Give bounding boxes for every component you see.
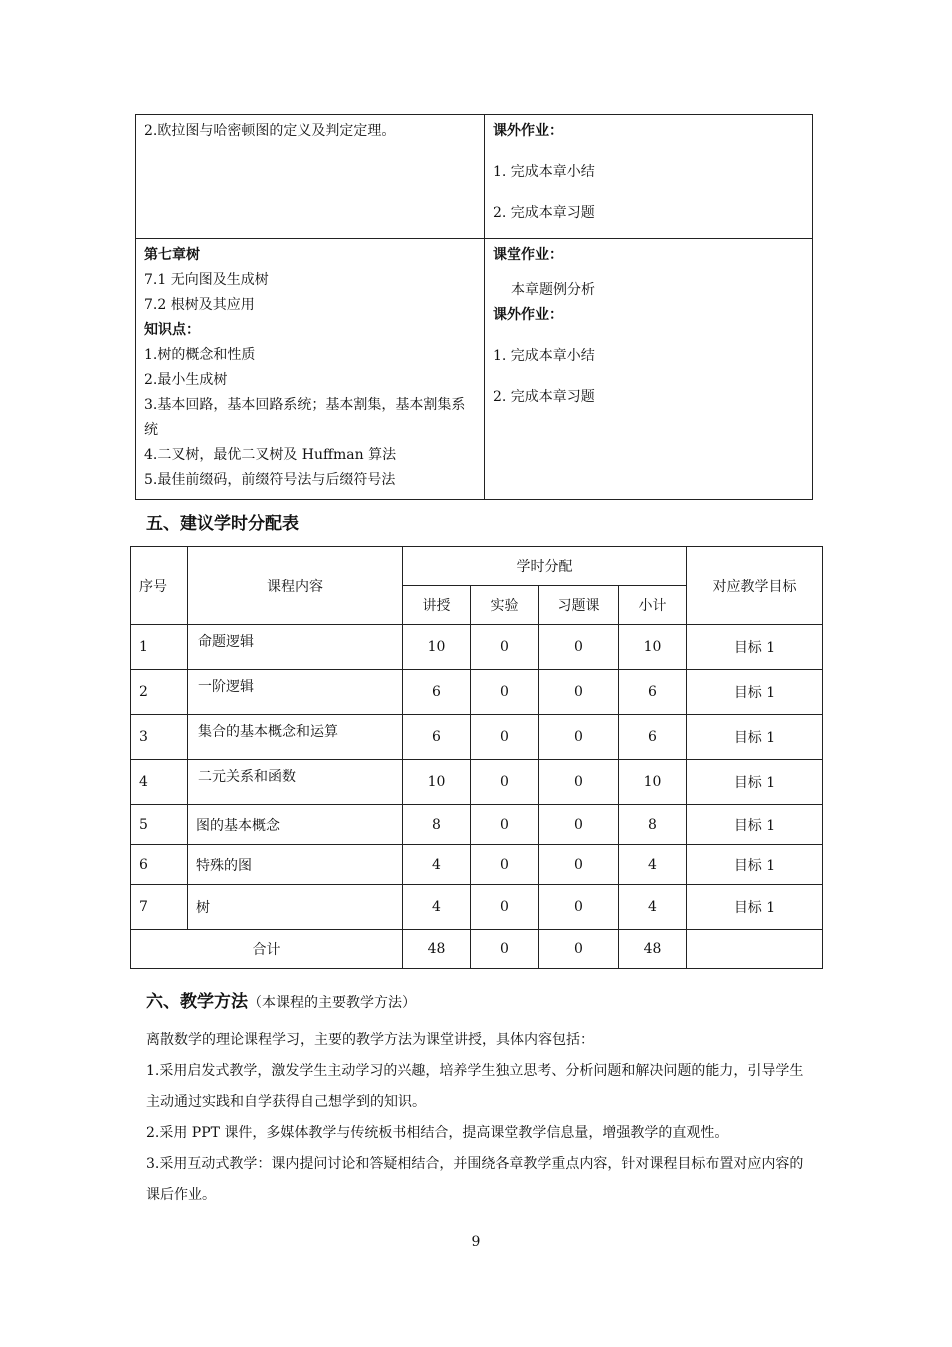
homework-title: 课外作业： [493, 307, 563, 323]
header-exercise: 习题课 [539, 586, 619, 625]
row-exercise: 0 [539, 805, 619, 845]
row-target: 目标 1 [687, 670, 823, 715]
knowledge-point: 2.最小生成树 [144, 372, 228, 388]
row-exercise: 0 [539, 715, 619, 760]
total-lab: 0 [471, 930, 539, 969]
content-cell [136, 239, 485, 500]
row-lab: 0 [471, 805, 539, 845]
total-label: 合计 [131, 930, 403, 969]
row-target: 目标 1 [687, 625, 823, 670]
section-item: 7.2 根树及其应用 [144, 297, 255, 313]
table-row [131, 760, 823, 805]
row-content: 树 [188, 885, 403, 930]
row-lab: 0 [471, 715, 539, 760]
header-lab: 实验 [471, 586, 539, 625]
table-row [136, 239, 813, 500]
row-exercise: 0 [539, 885, 619, 930]
header-content: 课程内容 [188, 547, 403, 625]
total-lecture: 48 [403, 930, 471, 969]
homework-item: 1. 完成本章小结 [493, 348, 595, 364]
row-subtotal: 6 [619, 670, 687, 715]
row-content: 图的基本概念 [188, 805, 403, 845]
row-subtotal: 8 [619, 805, 687, 845]
table-row [131, 670, 823, 715]
header-row [131, 547, 823, 586]
row-no: 7 [131, 885, 188, 930]
header-no: 序号 [131, 547, 188, 625]
row-target: 目标 1 [687, 805, 823, 845]
knowledge-point: 4.二叉树，最优二叉树及 Huffman 算法 [144, 447, 397, 463]
homework-cell [485, 115, 813, 239]
homework-cell [485, 239, 813, 500]
row-no: 5 [131, 805, 188, 845]
homework-item: 2. 完成本章习题 [493, 389, 595, 405]
paragraph: 3.采用互动式教学：课内提问讨论和答疑相结合，并围绕各章教学重点内容，针对课程目标布置对应内容的课后作业。 [146, 1156, 804, 1203]
paragraph: 2.采用 PPT 课件，多媒体教学与传统板书相结合，提高课堂教学信息量，增强教学的直观性。 [146, 1125, 729, 1141]
paragraph: 离散数学的理论课程学习，主要的教学方法为课堂讲授，具体内容包括： [146, 1032, 594, 1048]
content-cell [136, 115, 485, 239]
table-row [131, 845, 823, 885]
row-no: 6 [131, 845, 188, 885]
classwork-title: 课堂作业： [493, 247, 563, 263]
row-lab: 0 [471, 885, 539, 930]
homework-item: 1. 完成本章小结 [493, 164, 595, 180]
header-hours: 学时分配 [403, 547, 687, 586]
row-exercise: 0 [539, 845, 619, 885]
row-lecture: 4 [403, 845, 471, 885]
row-content: 命题逻辑 [188, 625, 403, 670]
section-5-heading: 五、建议学时分配表 [146, 514, 299, 534]
header-target: 对应教学目标 [687, 547, 823, 625]
row-content: 集合的基本概念和运算 [188, 715, 403, 760]
row-exercise: 0 [539, 670, 619, 715]
knowledge-point: 3.基本回路，基本回路系统；基本割集，基本割集系统 [144, 397, 466, 438]
row-exercise: 0 [539, 625, 619, 670]
row-lecture: 10 [403, 760, 471, 805]
row-no: 1 [131, 625, 188, 670]
header-subtotal: 小计 [619, 586, 687, 625]
row-target: 目标 1 [687, 885, 823, 930]
section-6-title: 六、教学方法 [146, 992, 248, 1012]
table-row [131, 715, 823, 760]
table-row [131, 625, 823, 670]
row-target: 目标 1 [687, 845, 823, 885]
section-6-heading [146, 987, 416, 1012]
page-number: 9 [471, 1234, 481, 1250]
row-subtotal: 10 [619, 760, 687, 805]
table-row [131, 805, 823, 845]
row-no: 2 [131, 670, 188, 715]
total-exercise: 0 [539, 930, 619, 969]
content-text: 2.欧拉图与哈密顿图的定义及判定定理。 [144, 123, 396, 139]
row-subtotal: 4 [619, 845, 687, 885]
course-content-table [135, 114, 813, 500]
row-lecture: 6 [403, 715, 471, 760]
row-content: 特殊的图 [188, 845, 403, 885]
knowledge-point: 1.树的概念和性质 [144, 347, 256, 363]
total-row [131, 930, 823, 969]
row-no: 4 [131, 760, 188, 805]
row-exercise: 0 [539, 760, 619, 805]
knowledge-point: 5.最佳前缀码，前缀符号法与后缀符号法 [144, 472, 396, 488]
row-lecture: 10 [403, 625, 471, 670]
header-lecture: 讲授 [403, 586, 471, 625]
hours-allocation-table [130, 546, 823, 969]
row-lab: 0 [471, 760, 539, 805]
row-subtotal: 4 [619, 885, 687, 930]
row-subtotal: 6 [619, 715, 687, 760]
table-row [136, 115, 813, 239]
row-content: 一阶逻辑 [188, 670, 403, 715]
row-lecture: 4 [403, 885, 471, 930]
total-target [687, 930, 823, 969]
chapter-title: 第七章树 [144, 247, 200, 263]
row-subtotal: 10 [619, 625, 687, 670]
row-lab: 0 [471, 845, 539, 885]
homework-item: 2. 完成本章习题 [493, 205, 595, 221]
paragraph: 1.采用启发式教学，激发学生主动学习的兴趣，培养学生独立思考、分析问题和解决问题的能力，引导学生主动通过实践和自学获得自己想学到的知识。 [146, 1063, 804, 1110]
section-6-subtitle: （本课程的主要教学方法） [248, 995, 416, 1011]
row-lecture: 8 [403, 805, 471, 845]
row-content: 二元关系和函数 [188, 760, 403, 805]
classwork-item: 本章题例分析 [511, 282, 595, 298]
knowledge-points-title: 知识点： [144, 322, 200, 338]
row-lab: 0 [471, 670, 539, 715]
section-item: 7.1 无向图及生成树 [144, 272, 269, 288]
row-lecture: 6 [403, 670, 471, 715]
row-no: 3 [131, 715, 188, 760]
total-subtotal: 48 [619, 930, 687, 969]
table-row [131, 885, 823, 930]
row-target: 目标 1 [687, 760, 823, 805]
row-lab: 0 [471, 625, 539, 670]
row-target: 目标 1 [687, 715, 823, 760]
homework-title: 课外作业： [493, 123, 563, 139]
teaching-methods-text [146, 1025, 816, 1211]
